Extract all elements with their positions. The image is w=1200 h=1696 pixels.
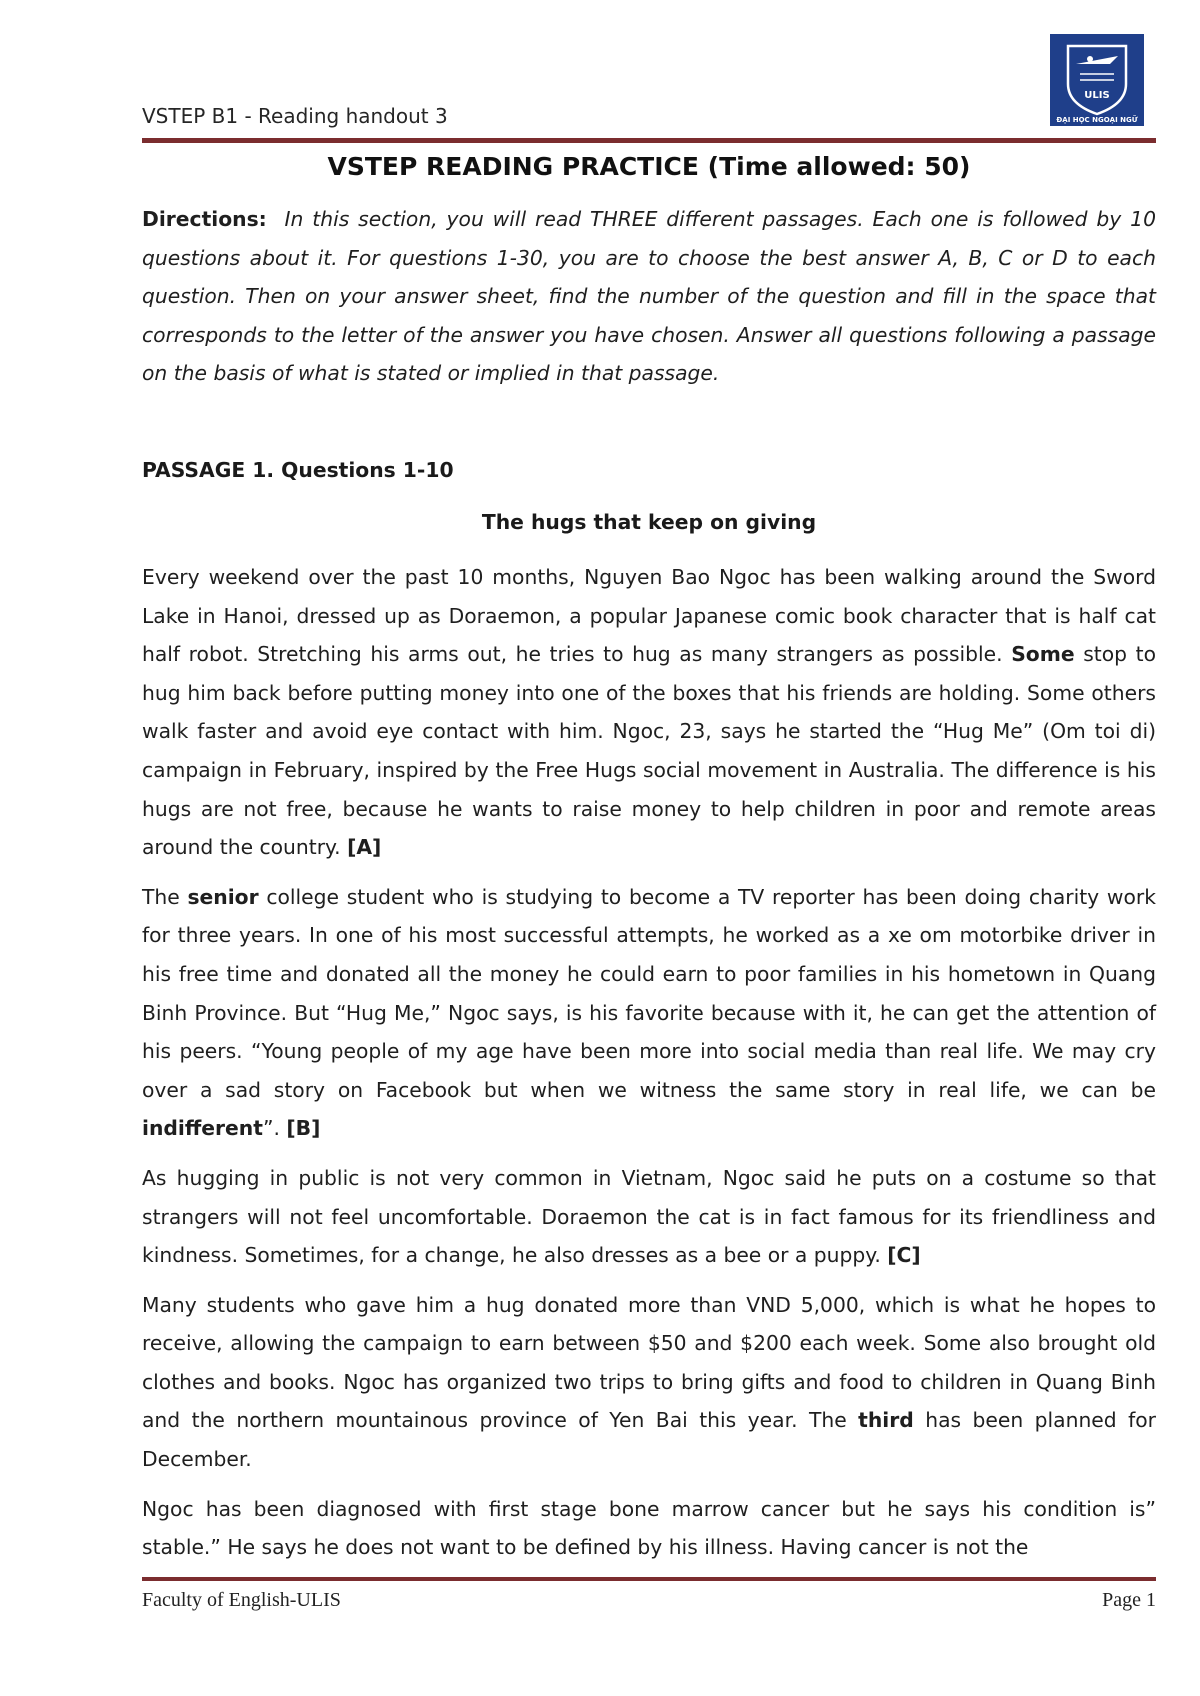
header-divider [142,138,1156,143]
directions-paragraph [142,200,1156,393]
page-title: VSTEP READING PRACTICE (Time allowed: 50) [327,152,971,181]
insertion-marker-b: [B] [286,1116,321,1141]
passage-questions: Questions 1-10 [281,458,454,482]
paragraph-4: Many students who gave him a hug donated more than VND 5,000, which is what he hopes to receive, allowing the campaign to earn between $50 and $200 each week. Some also brought old clothes and books. Ngoc has organized two trips to bring gifts and food to children in Quang Binh and the northern mountainous province of Yen Bai this year. The third has been planned for December. [142,1292,1157,1472]
paragraph-5: Ngoc has been diagnosed with first stage bone marrow cancer but he says his condition is” stable.” He says he does not want to be defined by his illness. Having cancer is not the [142,1496,1156,1560]
passage-body [142,558,1156,1578]
highlighted-word-third: third [858,1408,914,1433]
paragraph-1: Every weekend over the past 10 months, Nguyen Bao Ngoc has been walking around the Sword Lake in Hanoi, dressed up as Doraemon, a popular Japanese comic book character that is half cat half robot. Stretching his arms out, he tries to hug as many strangers as possible. Some stop to hug him back before putting money into one of the boxes that his friends are holding. Some others walk faster and avoid eye contact with him. Ngoc, 23, says he started the “Hug Me” (Om toi di) campaign in February, inspired by the Free Hugs social movement in Australia. The difference is his hugs are not free, because he wants to raise money to help children in poor and remote areas around the country. [A] [142,565,1157,860]
logo-text-bottom: ĐẠI HỌC NGOẠI NGỮ [1056,116,1138,124]
footer-faculty: Faculty of English-ULIS [142,1589,341,1611]
insertion-marker-a: [A] [347,835,382,860]
directions-text: In this section, you will read THREE different passages. Each one is followed by 10 questions about it. For questions 1-30, you are to choose the best answer A, B, C or D to each question. Then on your answer sheet, find the number of the question and fill in the space that corresponds to the letter of the answer you have chosen. Answer all questions following a passage on the basis of what is stated or implied in that passage. [142,207,1156,386]
ulis-crest-icon [1050,34,1144,126]
insertion-marker-c: [C] [887,1243,921,1268]
highlighted-word-senior: senior [187,884,259,909]
highlighted-word-indifferent: indifferent [142,1116,263,1141]
directions-label: Directions: [142,207,267,231]
footer-page-number: Page 1 [1102,1589,1156,1611]
highlighted-word-some: Some [1011,642,1075,667]
running-header-title: VSTEP B1 - Reading handout 3 [142,104,448,128]
paragraph-3: As hugging in public is not very common in Vietnam, Ngoc said he puts on a costume so that strangers will not feel uncomfortable. Doraemon the cat is in fact famous for its friendliness and kindness. Sometimes, for a change, he also dresses as a bee or a puppy. [C] [142,1165,1156,1268]
logo-text-top: ULIS [1084,90,1110,101]
passage-heading [142,458,454,482]
passage-title: The hugs that keep on giving [481,510,817,534]
paragraph-2: The senior college student who is studying to become a TV reporter has been doing charity work for three years. In one of his most successful attempts, he worked as a xe om motorbike driver in his free time and donated all the money he could earn to poor families in his hometown in Quang Binh Province. But “Hug Me,” Ngoc says, is his favorite because with it, he can get the attention of his peers. “Young people of my age have been more into social media than real life. We may cry over a sad story on Facebook but when we witness the same story in real life, we can be indifferent”. [B] [142,884,1156,1141]
passage-number: PASSAGE 1. [142,458,275,482]
footer-divider [142,1577,1156,1581]
